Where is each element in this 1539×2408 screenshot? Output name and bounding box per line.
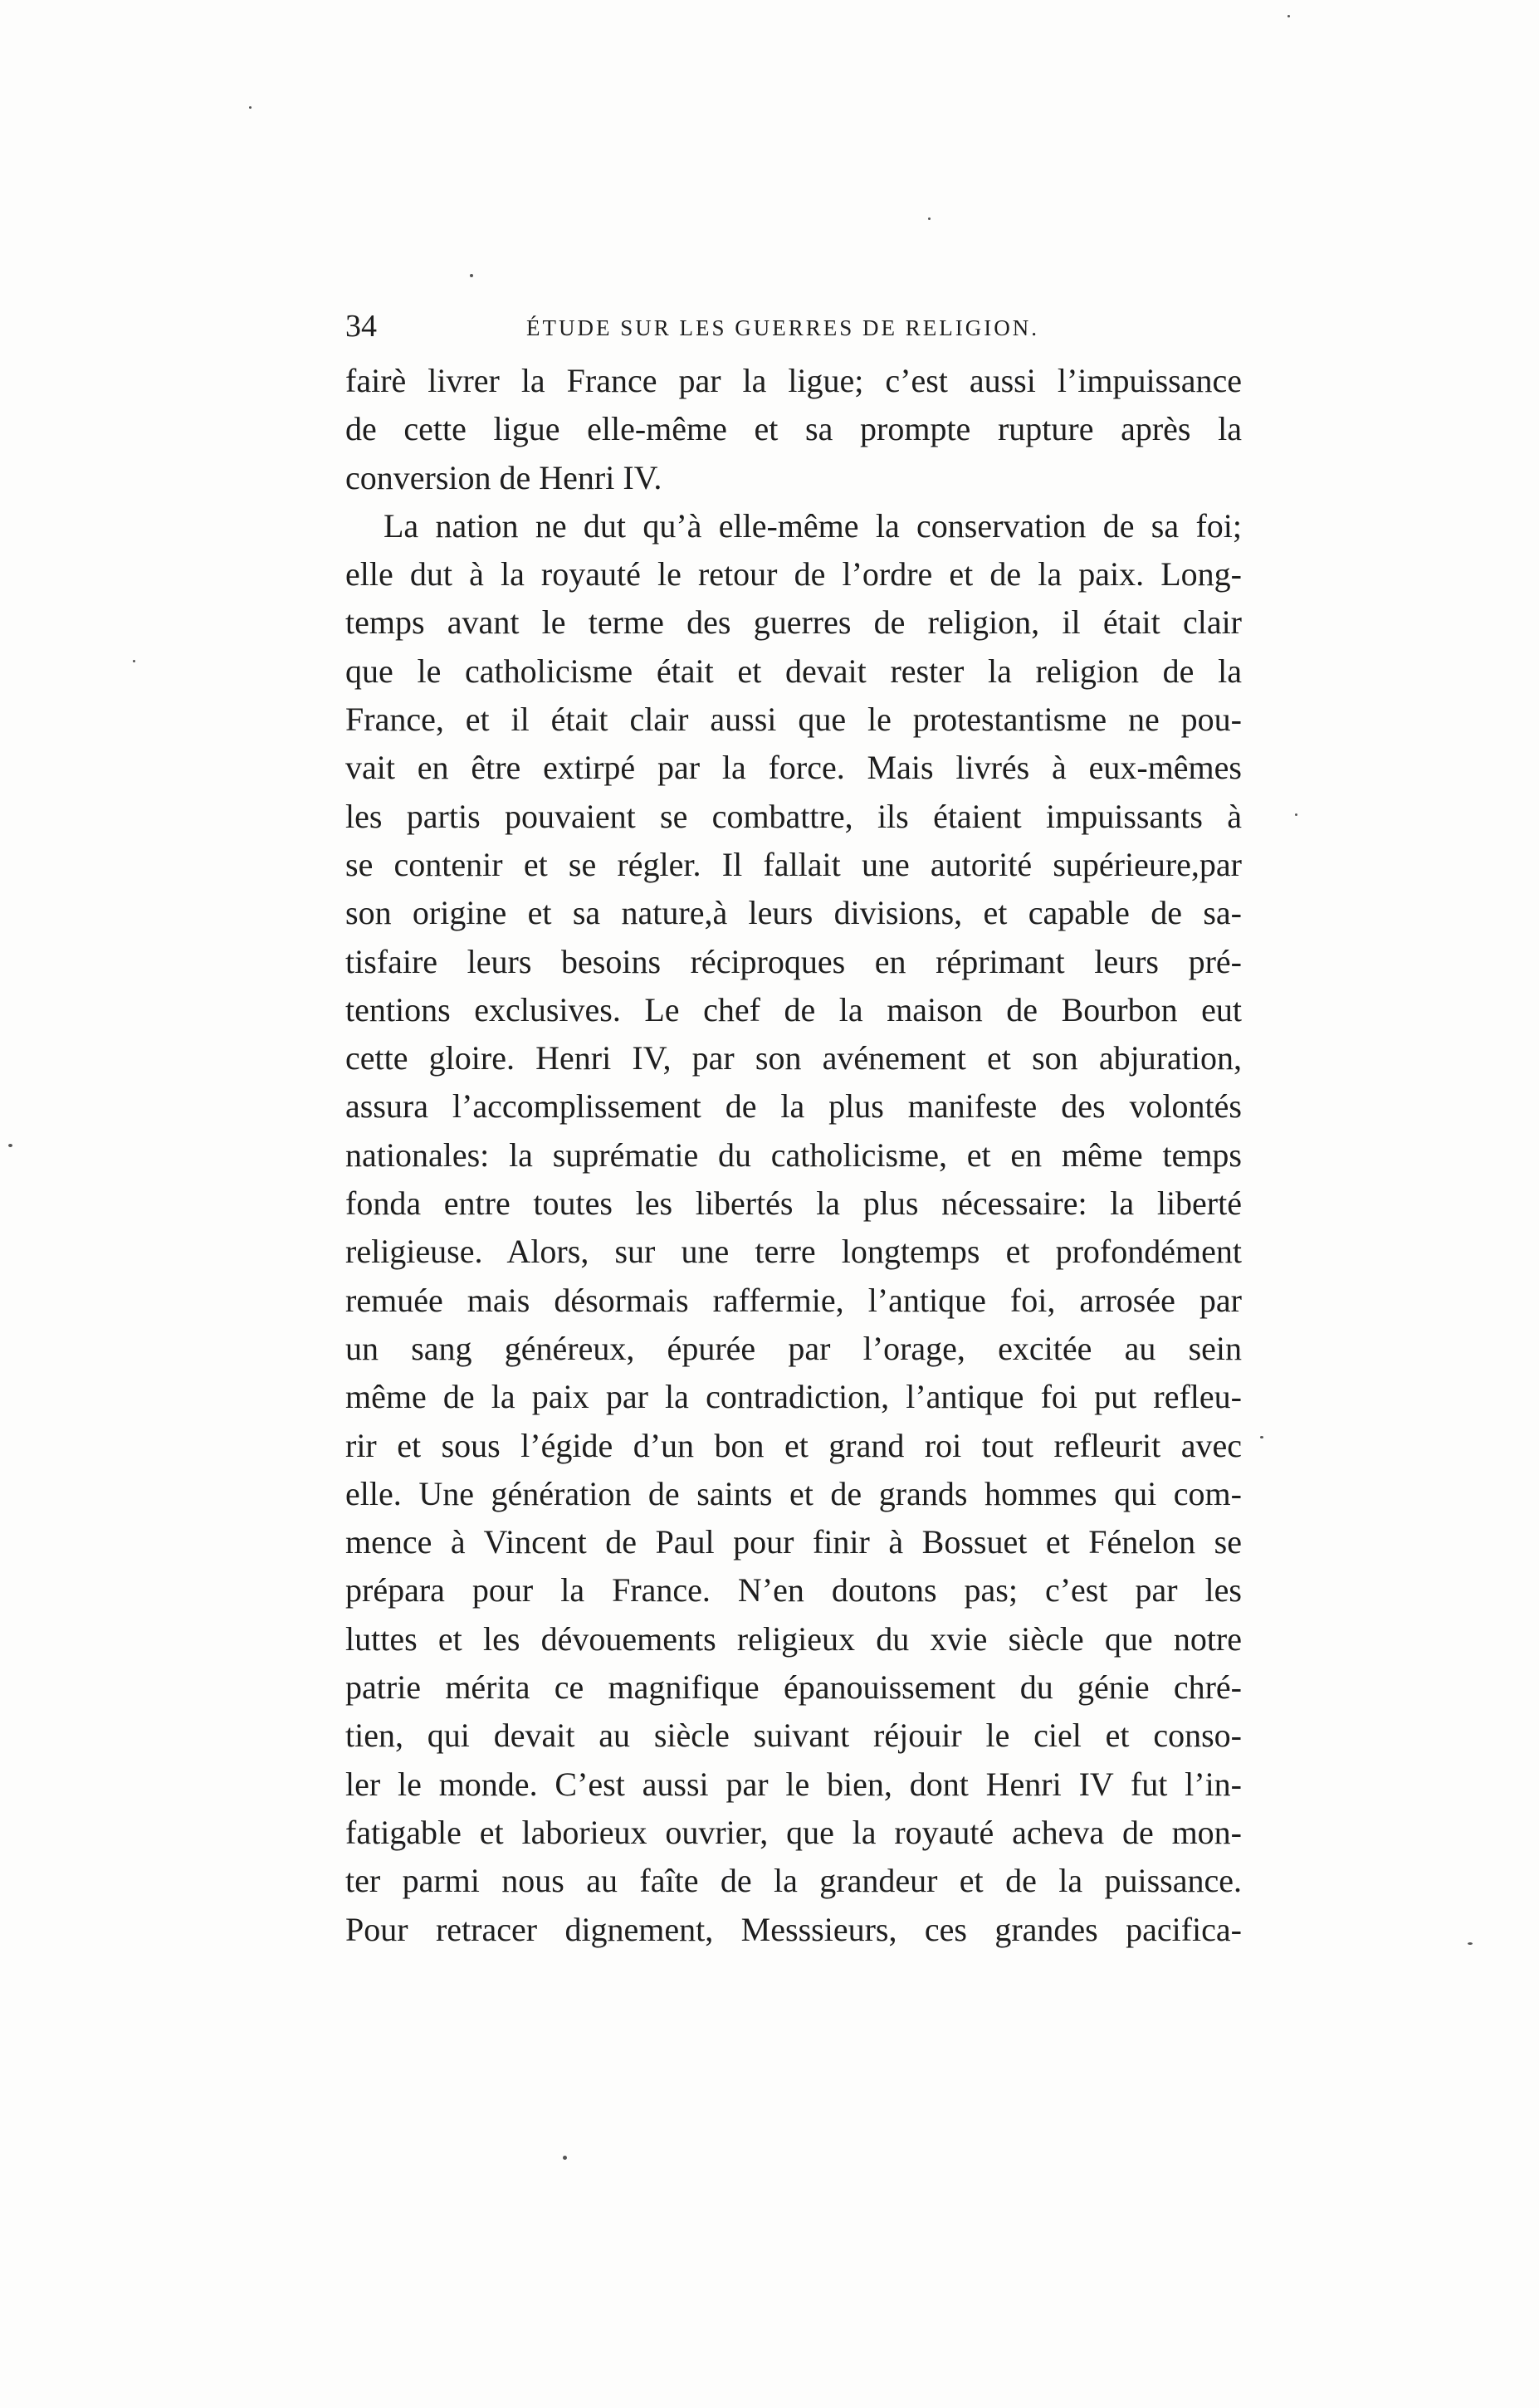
body-text (345, 357, 1242, 1954)
text-line: elle. Une génération de saints et de grands hommes qui com- (345, 1474, 1242, 1512)
text-line: se contenir et se régler. Il fallait une autorité supérieure,par (345, 845, 1242, 883)
text-line: son origine et sa nature,à leurs divisions, et capable de sa- (345, 894, 1242, 932)
text-line: fatigable et laborieux ouvrier, que la royauté acheva de mon- (345, 1813, 1242, 1851)
text-line: que le catholicisme était et devait rester la religion de la (345, 652, 1242, 690)
scan-speck (563, 2156, 567, 2160)
text-line: La nation ne dut qu’à elle-même la conservation de sa foi; (384, 506, 1242, 545)
text-line: ter parmi nous au faîte de la grandeur et de la puissance. (345, 1862, 1242, 1900)
scan-speck (470, 274, 473, 277)
text-line: ler le monde. C’est aussi par le bien, dont Henri IV fut l’in- (345, 1765, 1242, 1803)
scan-speck (1295, 813, 1297, 816)
scan-speck (1260, 1436, 1263, 1438)
text-line: tisfaire leurs besoins réciproques en réprimant leurs pré- (345, 942, 1242, 980)
text-line: même de la paix par la contradiction, l’antique foi put refleu- (345, 1378, 1242, 1416)
text-line: elle dut à la royauté le retour de l’ordre et de la paix. Long- (345, 555, 1242, 593)
scan-speck (928, 217, 931, 220)
text-line: les partis pouvaient se combattre, ils étaient impuissants à (345, 797, 1242, 835)
text-line: religieuse. Alors, sur une terre longtemps et profondément (345, 1233, 1242, 1271)
text-line: fairè livrer la France par la ligue; c’est aussi l’impuissance (345, 362, 1242, 399)
text-line: conversion de Henri IV. (345, 458, 662, 496)
text-line: assura l’accomplissement de la plus manifeste des volontés (345, 1087, 1242, 1126)
text-line: mence à Vincent de Paul pour finir à Bossuet et Fénelon se (345, 1523, 1242, 1561)
text-line: nationales: la suprématie du catholicisme, et en même temps (345, 1136, 1242, 1174)
scan-speck (133, 660, 135, 662)
text-line: tentions exclusives. Le chef de la maison de Bourbon eut (345, 990, 1242, 1028)
text-line: France, et il était clair aussi que le protestantisme ne pou- (345, 701, 1242, 739)
text-line: vait en être extirpé par la force. Mais livrés à eux-mêmes (345, 749, 1242, 787)
scan-speck (1287, 15, 1290, 17)
text-line: luttes et les dévouements religieux du xvie siècle que notre (345, 1619, 1242, 1658)
text-line: tien, qui devait au siècle suivant réjouir le ciel et conso- (345, 1717, 1242, 1755)
text-line: de cette ligue elle-même et sa prompte rupture après la (345, 410, 1242, 448)
scan-speck (249, 106, 252, 109)
running-title: ÉTUDE SUR LES GUERRES DE RELIGION. (526, 315, 1039, 340)
text-line: un sang généreux, épurée par l’orage, excitée au sein (345, 1329, 1242, 1367)
text-line: temps avant le terme des guerres de religion, il était clair (345, 603, 1242, 642)
text-line: fonda entre toutes les libertés la plus nécessaire: la liberté (345, 1184, 1242, 1223)
page-number: 34 (345, 309, 377, 344)
scan-speck (8, 1144, 12, 1147)
scan-speck (1468, 1942, 1473, 1945)
page-header (345, 305, 1242, 347)
text-line: cette gloire. Henri IV, par son avénement et son abjuration, (345, 1039, 1242, 1077)
text-line: Pour retracer dignement, Messsieurs, ces grandes pacifica- (345, 1910, 1242, 1948)
text-line: rir et sous l’égide d’un bon et grand roi tout refleurit avec (345, 1426, 1242, 1464)
text-line: prépara pour la France. N’en doutons pas; c’est par les (345, 1571, 1242, 1609)
text-line: patrie mérita ce magnifique épanouissement du génie chré- (345, 1668, 1242, 1707)
text-line: remuée mais désormais raffermie, l’antique foi, arrosée par (345, 1281, 1242, 1319)
